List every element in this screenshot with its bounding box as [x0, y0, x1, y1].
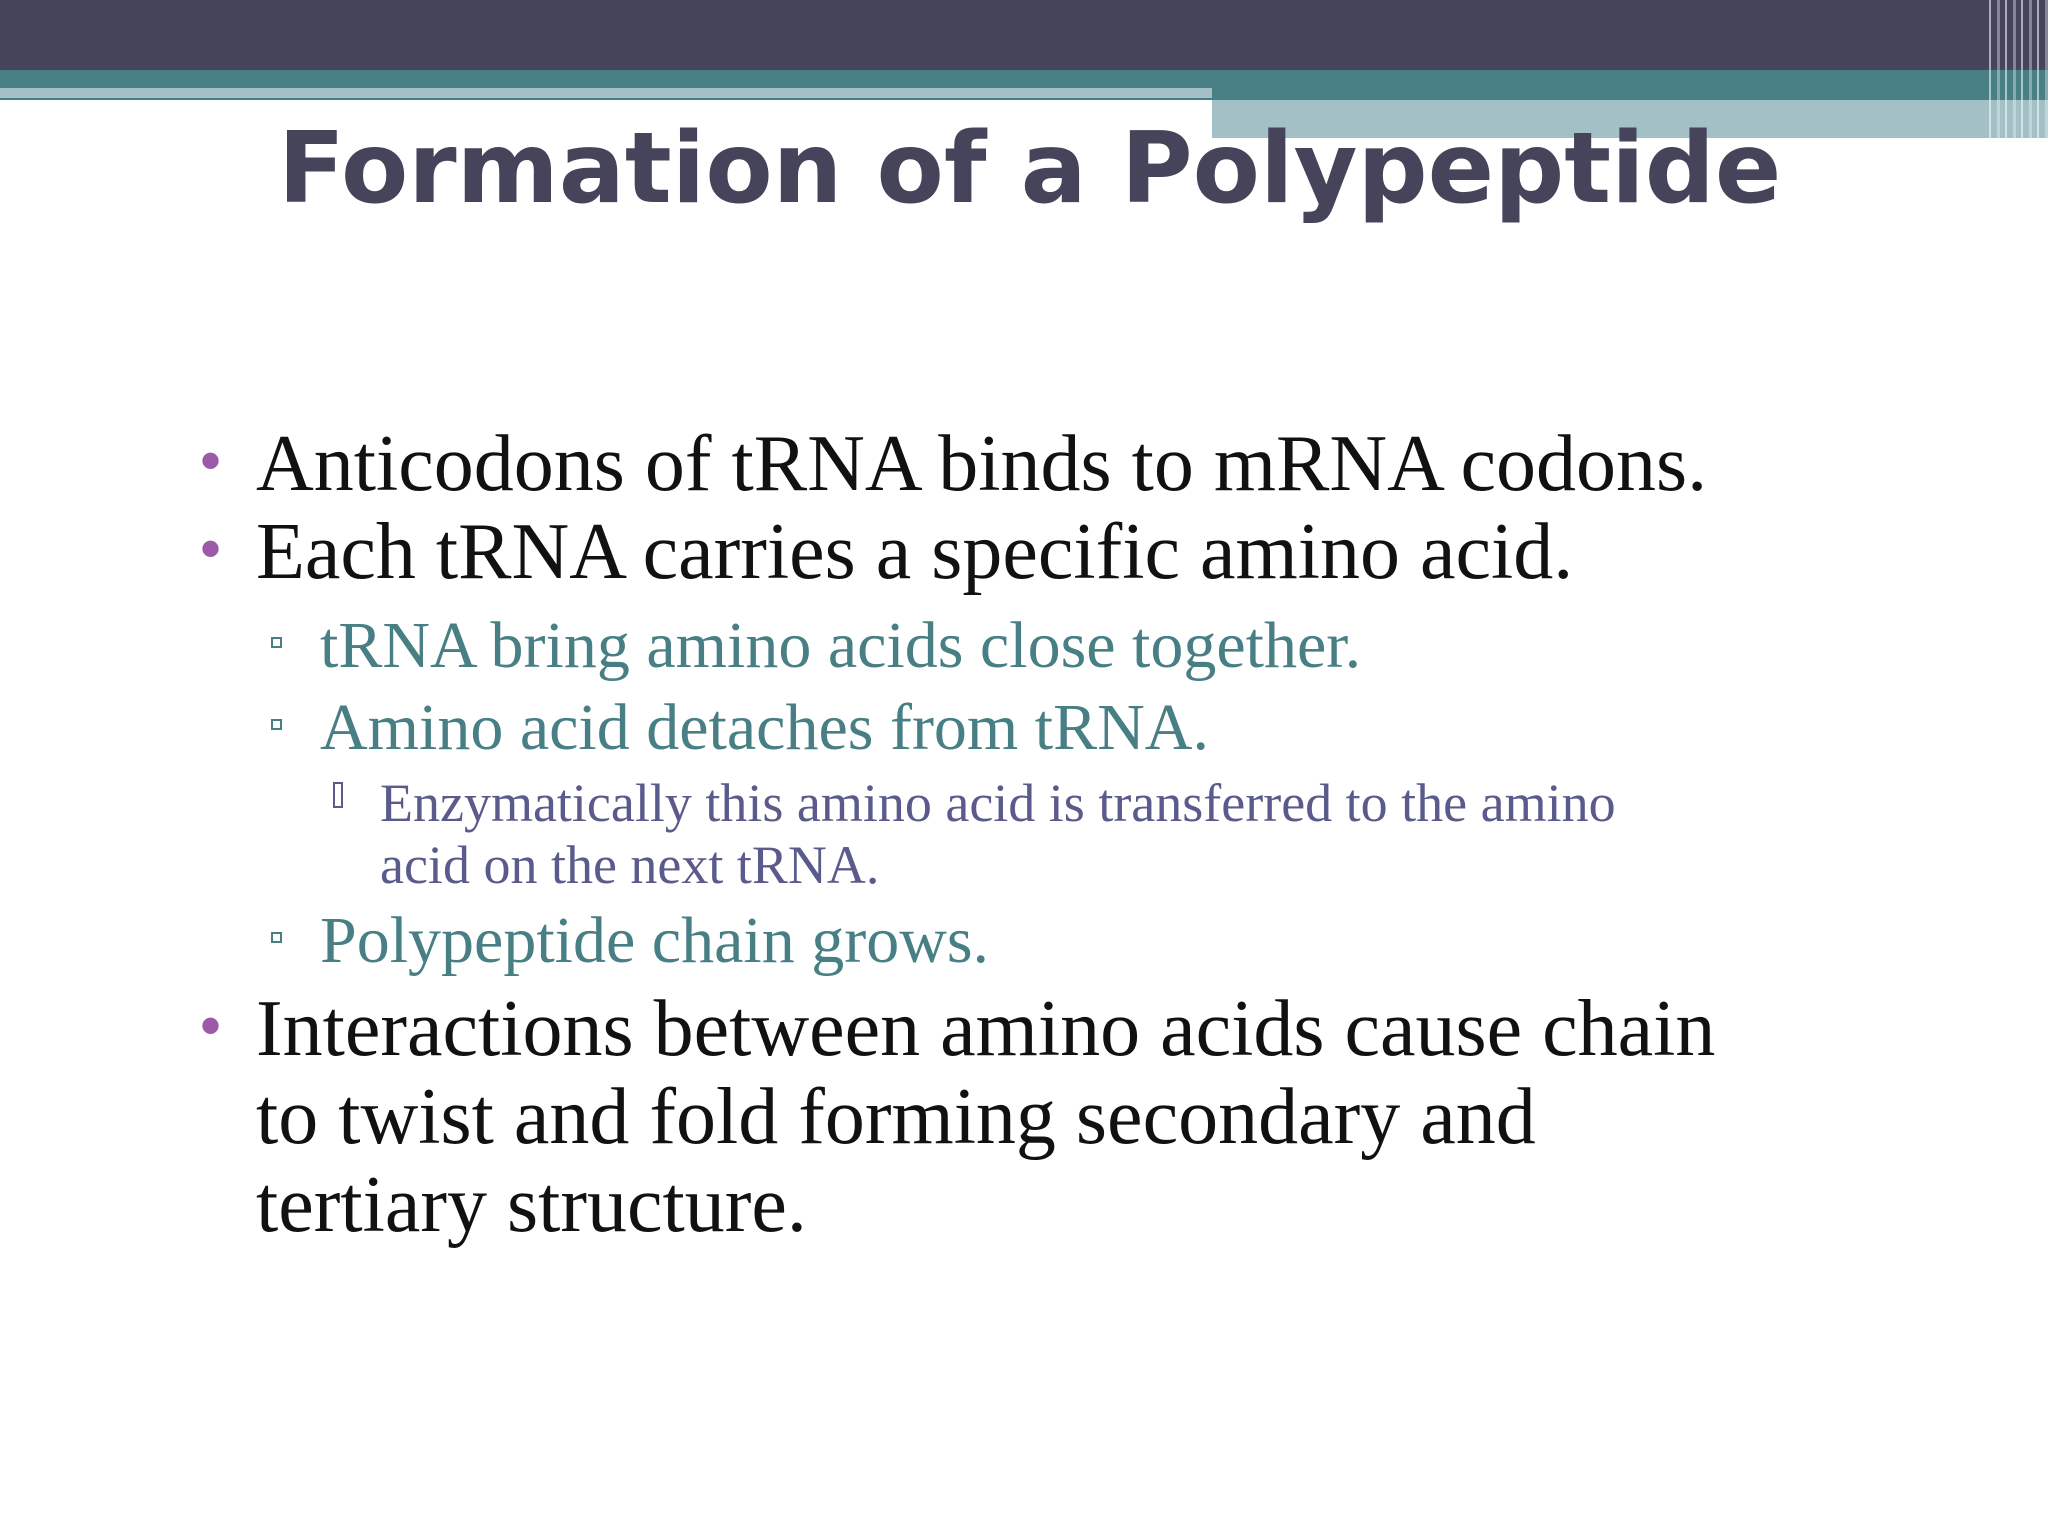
sub-bullet-item: tRNA bring amino acids close together.	[320, 609, 1362, 682]
square-bullet-icon	[271, 932, 282, 943]
square-bullet-icon	[271, 637, 282, 648]
slide-title: Formation of a Polypeptide	[278, 112, 1782, 226]
detail-item-line: acid on the next tRNA.	[380, 835, 880, 895]
detail-item-line: Enzymatically this amino acid is transferred to the amino	[380, 773, 1616, 833]
header-band-light	[0, 88, 1212, 98]
sub-bullet-item: Amino acid detaches from tRNA.	[320, 691, 1209, 764]
bullet-item-line: tertiary structure.	[256, 1161, 807, 1249]
square-bullet-icon	[271, 719, 282, 730]
bullet-item-line: Interactions between amino acids cause chain	[256, 985, 1716, 1073]
bullet-dot-icon: •	[200, 427, 222, 494]
bullet-dot-icon: •	[200, 515, 222, 582]
bullet-item: Each tRNA carries a specific amino acid.	[256, 508, 1574, 596]
sub-bullet-item: Polypeptide chain grows.	[320, 904, 990, 977]
box-bullet-icon	[333, 782, 343, 808]
bullet-item-line: to twist and fold forming secondary and	[256, 1073, 1536, 1161]
bullet-item: Anticodons of tRNA binds to mRNA codons.	[256, 420, 1708, 508]
bullet-dot-icon: •	[200, 992, 222, 1059]
header-stripes	[1984, 0, 2048, 138]
header-band-dark	[0, 0, 2048, 70]
